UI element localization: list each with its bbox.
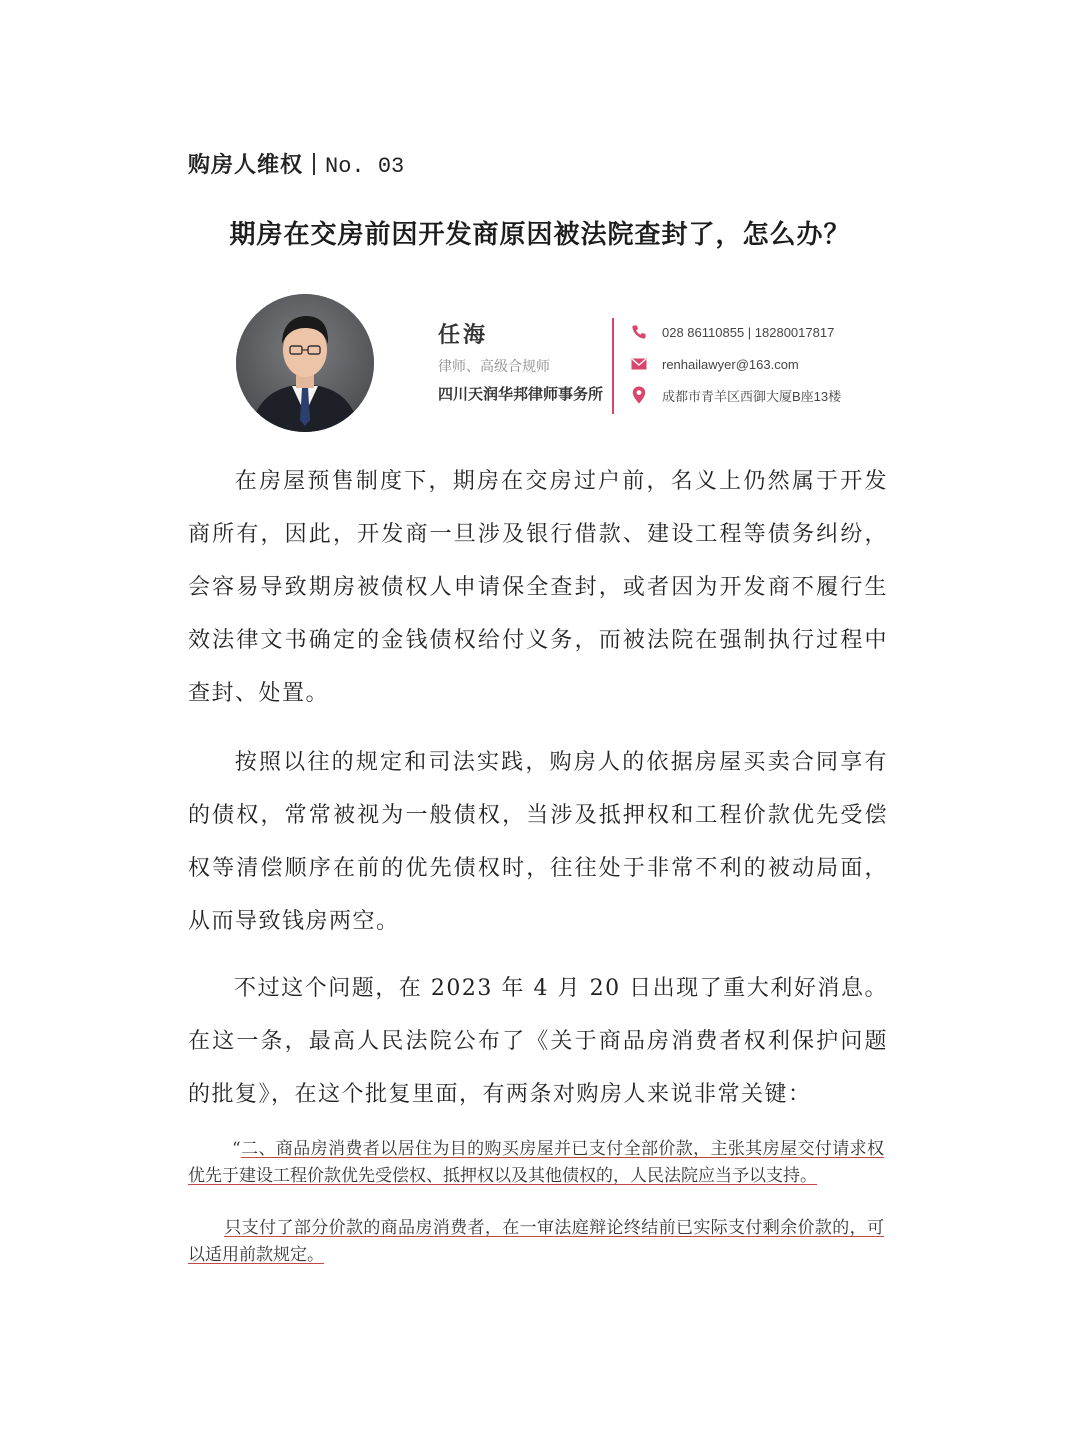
series-separator (313, 153, 315, 175)
series-header (188, 148, 404, 179)
paragraph-3 (188, 962, 888, 1121)
quote-clause-2-cont (188, 1215, 884, 1269)
series-label: 购房人维权 (188, 152, 304, 178)
contact-phone (630, 320, 834, 344)
quote-clause-2 (188, 1136, 884, 1190)
avatar (236, 294, 374, 432)
quote-open-mark: “ (232, 1139, 241, 1159)
paragraph-3-text: 不过这个问题，在 2023 年 4 月 20 日出现了重大利好消息。在这一条，最高人民法院公布了《关于商品房消费者权利保护问题的批复》，在这个批复里面，有两条对购房人来说非常关键： (188, 976, 888, 1107)
address-text: 成都市青羊区西御大厦B座13楼 (662, 388, 842, 404)
paragraph-1-text: 在房屋预售制度下，期房在交房过户前，名义上仍然属于开发商所有，因此，开发商一旦涉及银行借款、建设工程等债务纠纷，会容易导致期房被债权人申请保全查封，或者因为开发商不履行生效法律文书确定的金钱债权给付义务，而被法院在强制执行过程中查封、处置。 (188, 469, 888, 706)
envelope-icon (630, 355, 648, 373)
author-name: 任海 (438, 323, 489, 348)
paragraph-1 (188, 455, 888, 720)
series-number: No. 03 (325, 154, 405, 179)
paragraph-2-text: 按照以往的规定和司法实践，购房人的依据房屋买卖合同享有的债权，常常被视为一般债权，当涉及抵押权和工程价款优先受偿权等清偿顺序在前的优先债权时，往往处于非常不利的被动局面，从而导致钱房两空。 (188, 750, 888, 934)
quote-line-1: 二、商品房消费者以居住为目的购买房屋并已支付全部价款，主张其房屋交付请求权优先于建设工程价款优先受偿权、抵押权以及其他债权的，人民法院应当予以支持。 (188, 1139, 884, 1186)
person-portrait-icon (236, 294, 374, 432)
location-pin-icon (630, 386, 648, 404)
contact-address (630, 383, 841, 407)
author-role: 律师、高级合规师 (438, 359, 550, 375)
card-divider (612, 318, 614, 414)
paragraph-2 (188, 736, 888, 948)
contact-email (630, 352, 799, 376)
author-firm: 四川天润华邦律师事务所 (438, 385, 604, 403)
phone-text: 028 86110855 | 18280017817 (662, 324, 835, 340)
email-text: renhailawyer@163.com (662, 356, 799, 372)
article-title: 期房在交房前因开发商原因被法院查封了，怎么办？ (229, 220, 851, 250)
phone-icon (630, 323, 648, 341)
quote-line-2: 只支付了部分价款的商品房消费者，在一审法庭辩论终结前已实际支付剩余价款的，可以适用前款规定。 (188, 1218, 884, 1265)
author-card (236, 292, 856, 432)
